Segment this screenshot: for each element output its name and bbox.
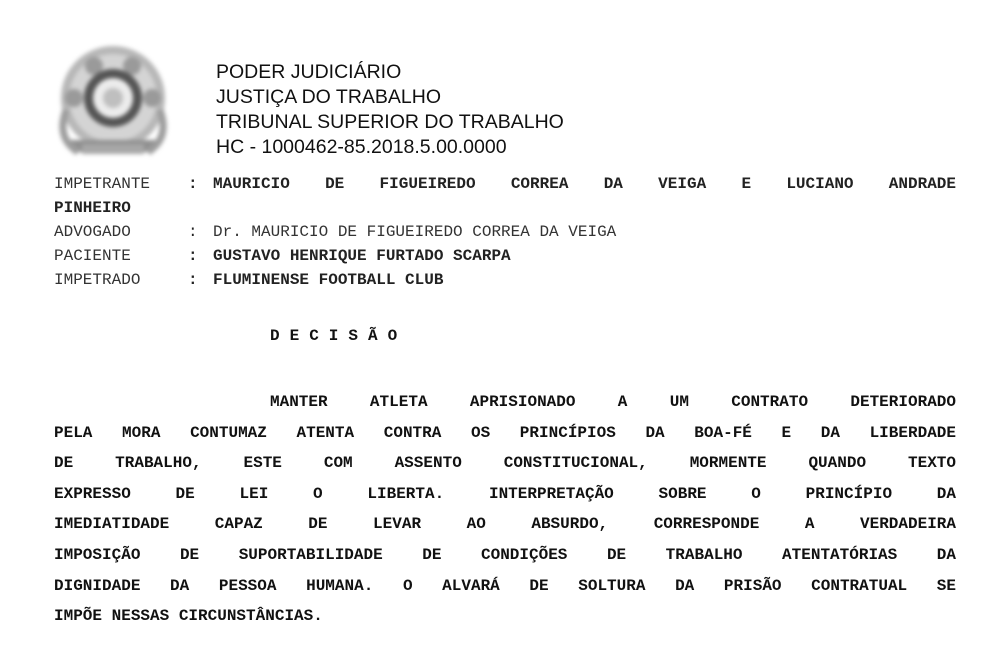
impetrado-label: IMPETRADO	[54, 271, 141, 289]
party-impetrante-cont	[54, 196, 956, 220]
decision-line: DIGNIDADE DA PESSOA HUMANA. O ALVARÁ DE SOLTURA DA PRISÃO CONTRATUAL SE	[54, 576, 956, 595]
paciente-label: PACIENTE	[54, 247, 131, 265]
header-line-3: TRIBUNAL SUPERIOR DO TRABALHO	[216, 111, 564, 133]
decision-line: PELA MORA CONTUMAZ ATENTA CONTRA OS PRINCÍPIOS DA BOA-FÉ E DA LIBERDADE	[54, 423, 956, 442]
separator: :	[188, 247, 198, 265]
separator: :	[188, 223, 198, 241]
impetrante-value-cont: PINHEIRO	[54, 199, 131, 217]
decision-line: DE TRABALHO, ESTE COM ASSENTO CONSTITUCIONAL, MORMENTE QUANDO TEXTO	[54, 454, 956, 473]
decision-line: EXPRESSO DE LEI O LIBERTA. INTERPRETAÇÃO SOBRE O PRINCÍPIO DA	[54, 484, 956, 503]
decision-line: MANTER ATLETA APRISIONADO A UM CONTRATO DETERIORADO	[270, 393, 956, 411]
advogado-label: ADVOGADO	[54, 223, 131, 241]
decision-line: IMEDIATIDADE CAPAZ DE LEVAR AO ABSURDO, CORRESPONDE A VERDADEIRA	[54, 515, 956, 534]
advogado-value: Dr. MAURICIO DE FIGUEIREDO CORREA DA VEIGA	[213, 223, 617, 241]
separator: :	[188, 175, 198, 193]
header-line-2: JUSTIÇA DO TRABALHO	[216, 86, 442, 108]
paciente-value: GUSTAVO HENRIQUE FURTADO SCARPA	[213, 247, 511, 265]
header-line-1: PODER JUDICIÁRIO	[216, 61, 402, 83]
decision-title: DECISÃO	[270, 327, 408, 345]
case-number: HC - 1000462-85.2018.5.00.0000	[216, 136, 507, 158]
impetrado-value: FLUMINENSE FOOTBALL CLUB	[213, 271, 444, 289]
court-header	[216, 60, 564, 160]
party-impetrado	[54, 268, 956, 292]
party-advogado	[54, 220, 956, 244]
decision-body	[54, 387, 956, 632]
decision-line: IMPÕE NESSAS CIRCUNSTÂNCIAS.	[54, 607, 323, 626]
impetrante-value: MAURICIO DE FIGUEIREDO CORREA DA VEIGA E LUCIANO ANDRADE	[213, 175, 956, 193]
impetrante-label: IMPETRANTE	[54, 175, 151, 193]
separator: :	[188, 271, 198, 289]
party-paciente	[54, 244, 956, 268]
coat-of-arms-seal-icon	[52, 40, 174, 166]
decision-line: IMPOSIÇÃO DE SUPORTABILIDADE DE CONDIÇÕES DE TRABALHO ATENTATÓRIAS DA	[54, 545, 956, 564]
parties-block	[54, 172, 956, 292]
party-impetrante	[54, 172, 956, 196]
